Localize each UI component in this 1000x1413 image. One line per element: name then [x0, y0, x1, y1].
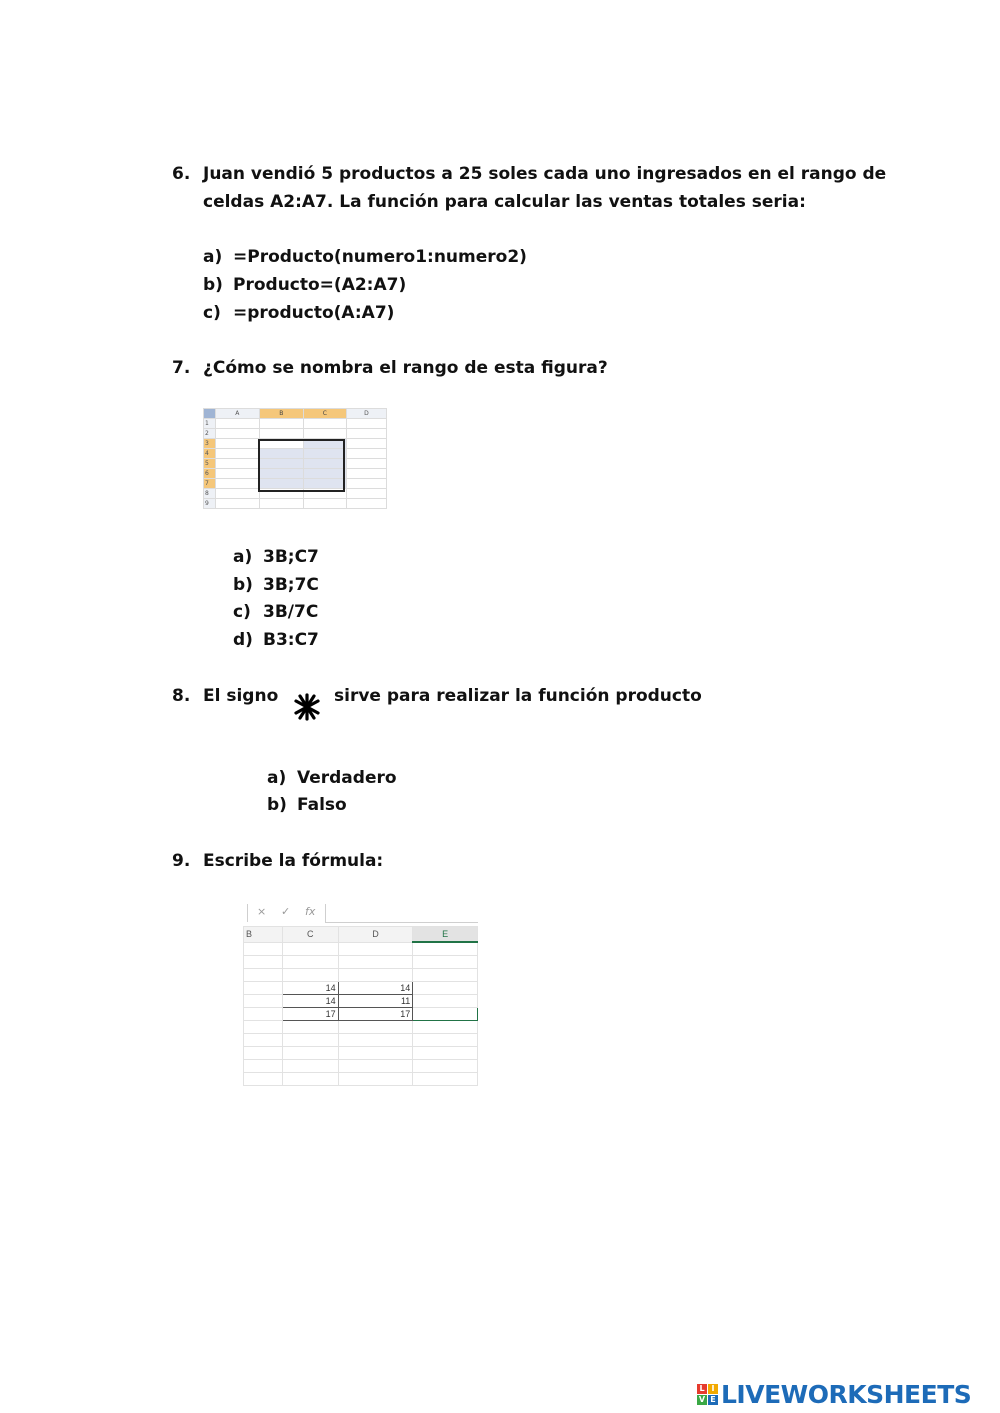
question-text: Escribe la fórmula: [203, 851, 384, 871]
option-label: c) [203, 303, 221, 323]
column-header: A [215, 409, 259, 419]
q7-option-c[interactable] [233, 598, 318, 626]
option-text: 3B/7C [263, 602, 319, 622]
question-number: 8. [172, 686, 191, 706]
cell-value: 14 [282, 995, 338, 1008]
cell-value: 11 [338, 995, 413, 1008]
row-header: 1 [204, 419, 216, 429]
option-label: a) [203, 247, 223, 267]
formula-bar [243, 904, 478, 924]
asterisk-star-icon [292, 692, 322, 722]
q8-option-b[interactable] [267, 791, 347, 819]
liveworksheets-logo [697, 1378, 971, 1410]
question-8-text-after: sirve para realizar la función producto [334, 686, 702, 706]
cell-value: 14 [338, 982, 413, 995]
column-header: D [338, 927, 413, 943]
option-label: b) [233, 575, 253, 595]
question-number: 9. [172, 851, 191, 871]
option-label: d) [233, 630, 253, 650]
row-header: 6 [204, 469, 216, 479]
column-header: C [303, 409, 346, 419]
column-header: D [346, 409, 386, 419]
select-all-corner [204, 409, 216, 419]
question-text: ¿Cómo se nombra el rango de esta figura? [203, 358, 608, 378]
option-label: a) [233, 547, 253, 567]
q7-option-a[interactable] [233, 543, 319, 571]
q7-option-b[interactable] [233, 571, 319, 599]
option-text: =producto(A:A7) [233, 303, 395, 323]
question-9 [172, 847, 383, 875]
option-text: 3B;C7 [263, 547, 319, 567]
row-header: 7 [204, 479, 216, 489]
column-header: C [282, 927, 338, 943]
row-header: 2 [204, 429, 216, 439]
range-spreadsheet-figure [203, 408, 387, 512]
row-header: 3 [204, 439, 216, 449]
question-text-continued: celdas A2:A7. La función para calcular las ventas totales seria: [203, 192, 806, 212]
question-6 [172, 160, 886, 216]
question-text: Juan vendió 5 productos a 25 soles cada uno ingresados en el rango de [203, 164, 887, 184]
option-label: a) [267, 768, 287, 788]
question-number: 7. [172, 358, 191, 378]
row-header: 8 [204, 489, 216, 499]
column-header: B [259, 409, 303, 419]
formula-spreadsheet-figure [243, 904, 478, 1094]
row-header: 9 [204, 499, 216, 509]
q6-option-b[interactable] [203, 271, 406, 299]
question-8 [172, 682, 278, 710]
cell-value: 17 [338, 1008, 413, 1021]
cell-value: 14 [282, 982, 338, 995]
confirm-check-icon: ✓ [281, 905, 291, 918]
logo-text: LIVEWORKSHEETS [721, 1379, 972, 1409]
question-number: 6. [172, 164, 191, 184]
option-text: =Producto(numero1:numero2) [233, 247, 527, 267]
cancel-icon: × [257, 905, 267, 918]
option-text: B3:C7 [263, 630, 319, 650]
q6-option-c[interactable] [203, 299, 394, 327]
option-text: Falso [297, 795, 347, 815]
option-text: Producto=(A2:A7) [233, 275, 407, 295]
column-header-active: E [413, 927, 478, 943]
q7-option-d[interactable] [233, 626, 319, 654]
selected-range-border [258, 439, 345, 492]
column-header: B [244, 927, 283, 943]
option-text: 3B;7C [263, 575, 319, 595]
row-header: 4 [204, 449, 216, 459]
option-label: b) [267, 795, 287, 815]
function-fx-icon: fx [305, 905, 316, 918]
q6-option-a[interactable] [203, 243, 527, 271]
question-7 [172, 354, 608, 382]
logo-mark-icon: L I V E [697, 1384, 718, 1405]
option-text: Verdadero [297, 768, 397, 788]
option-label: b) [203, 275, 223, 295]
row-header: 5 [204, 459, 216, 469]
question-text-before: El signo [203, 686, 279, 706]
option-label: c) [233, 602, 251, 622]
cell-value: 17 [282, 1008, 338, 1021]
q8-option-a[interactable] [267, 764, 397, 792]
active-cell[interactable] [413, 1008, 478, 1021]
